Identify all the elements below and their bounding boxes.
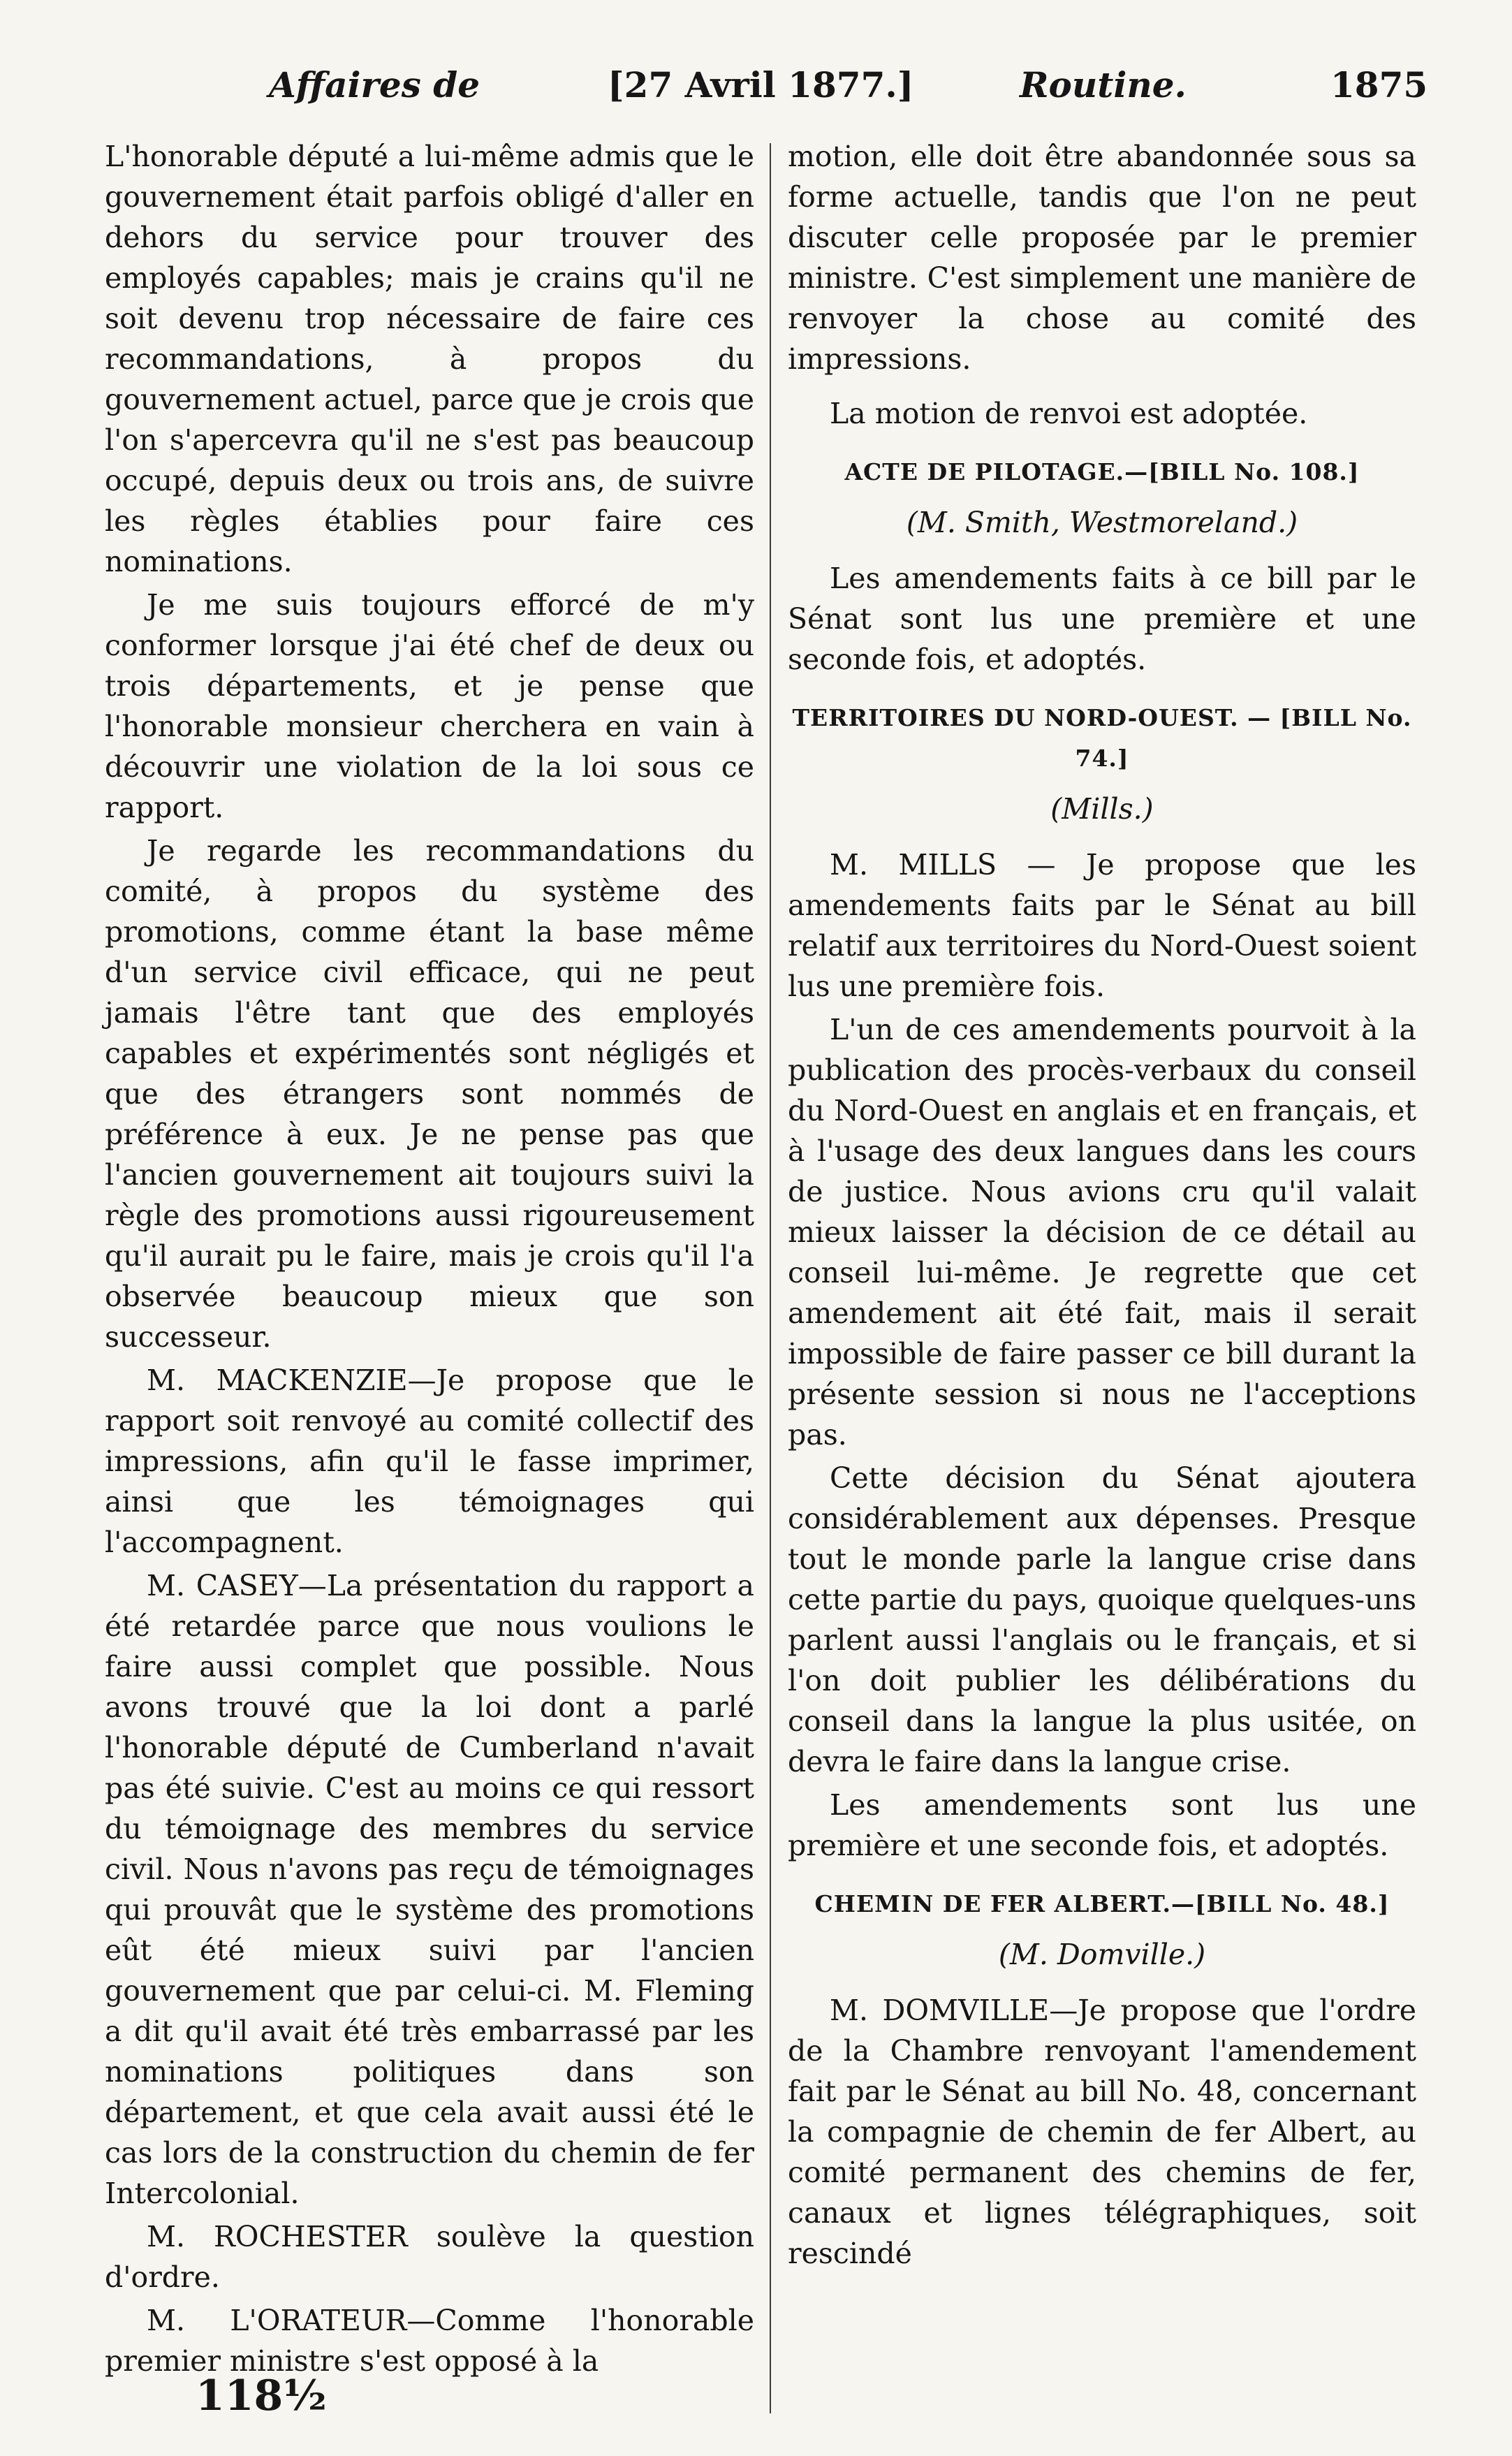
paragraph: Je regarde les recommandations du comité, à propos du système des promotions, comme étant la base même d'un service civil efficace, qui ne peut jamais l'être tant que des employés capables et expérimentés sont négligés et que des étrangers sont nommés de préférence à eux. Je ne pense pas que l'ancien gouvernement ait toujours suivi la règle des promotions aussi rigoureusement qu'il aurait pu le faire, mais je crois qu'il l'a observée beaucoup mieux que son successeur. — [105, 834, 754, 1354]
paragraph: L'un de ces amendements pourvoit à la publication des procès-verbaux du conseil du Nord-Ouest en anglais et en français, et à l'usage des deux langues dans les cours de justice. Nous avions cru qu'il valait mieux laisser la décision de ce détail au conseil lui-même. Je regrette que cet amendement ait été fait, mais il serait impossible de faire passer ce bill durant la présente session si nous ne l'acceptions pas. — [788, 1013, 1416, 1452]
paragraph: M. ROCHESTER soulève la question d'ordre. — [105, 2220, 754, 2294]
page-number: 1875 — [1330, 64, 1428, 105]
paragraph: Je me suis toujours efforcé de m'y conformer lorsque j'ai été chef de deux ou trois départements, et je pense que l'honorable monsieur cherchera en vain à découvrir une violation de la loi sous ce rapport. — [105, 588, 754, 824]
paragraph: motion, elle doit être abandonnée sous sa forme actuelle, tandis que l'on ne peut discuter celle proposée par le premier ministre. C'est simplement une manière de renvoyer la chose au comité des impressions. — [788, 140, 1416, 376]
right-column — [788, 136, 1416, 2288]
paragraph: Les amendements sont lus une première et une seconde fois, et adoptés. — [788, 1788, 1416, 1862]
left-column — [105, 136, 754, 2378]
paragraph: Cette décision du Sénat ajoutera considérablement aux dépenses. Presque tout le monde parle la langue crise dans cette partie du pays, quoique quelques-uns parlent aussi l'anglais ou le français, et si l'on doit publier les délibérations du conseil dans la langue la plus usitée, on devra le faire dans la langue crise. — [788, 1461, 1416, 1778]
bill-mover: (Mills.) — [1050, 792, 1154, 826]
paragraph: M. CASEY—La présentation du rapport a été retardée parce que nous voulions le faire aussi complet que possible. Nous avons trouvé que la loi dont a parlé l'honorable député de Cumberland n'avait pas été suivie. C'est au moins ce qui ressort du témoignage des membres du service civil. Nous n'avons pas reçu de témoignages qui prouvât que le système des promotions eût été mieux suivi par l'ancien gouvernement que par celui-ci. M. Fleming a dit qu'il avait été très embarrassé par les nominations politiques dans son département, et que cela avait aussi été le cas lors de la construction du chemin de fer Intercolonial. — [105, 1569, 754, 2210]
page-header — [0, 64, 1512, 120]
paragraph: Les amendements faits à ce bill par le Sénat sont lus une première et une seconde fois, et adoptés. — [788, 562, 1416, 676]
bill-mover: (M. Smith, Westmoreland.) — [906, 506, 1298, 539]
header-date: [27 Avril 1877.] — [608, 64, 914, 105]
header-left: Affaires de — [269, 64, 480, 105]
paragraph: M. MILLS — Je propose que les amendements faits par le Sénat au bill relatif aux territoires du Nord-Ouest soient lus une première fois. — [788, 848, 1416, 1003]
paragraph: M. DOMVILLE—Je propose que l'ordre de la Chambre renvoyant l'amendement fait par le Sénat au bill No. 48, concernant la compagnie de chemin de fer Albert, au comité permanent des chemins de fer, canaux et lignes télégraphiques, soit rescindé — [788, 1994, 1416, 2270]
signature-mark: 118½ — [196, 2371, 327, 2420]
section-heading: CHEMIN DE FER ALBERT.—[BILL No. 48.] — [814, 1890, 1390, 1917]
paragraph: L'honorable député a lui-même admis que le gouvernement était parfois obligé d'aller en dehors du service pour trouver des employés capables; mais je crains qu'il ne soit devenu trop nécessaire de faire ces recommandations, à propos du gouvernement actuel, parce que je crois que l'on s'apercevra qu'il ne s'est pas beaucoup occupé, depuis deux ou trois ans, de suivre les règles établies pour faire ces nominations. — [105, 140, 754, 578]
column-divider — [770, 143, 771, 2413]
section-heading: TERRITOIRES DU NORD-OUEST. — [BILL No. 74.] — [792, 704, 1412, 772]
motion-adopted: La motion de renvoi est adoptée. — [830, 397, 1308, 430]
paragraph: M. L'ORATEUR—Comme l'honorable premier ministre s'est opposé à la — [105, 2304, 754, 2378]
section-heading: ACTE DE PILOTAGE.—[BILL No. 108.] — [844, 458, 1360, 485]
header-right: Routine. — [1020, 64, 1187, 105]
bill-mover: (M. Domville.) — [998, 1938, 1206, 1971]
paragraph: M. MACKENZIE—Je propose que le rapport soit renvoyé au comité collectif des impressions, afin qu'il le fasse imprimer, ainsi que les témoignages qui l'accompagnent. — [105, 1364, 754, 1559]
